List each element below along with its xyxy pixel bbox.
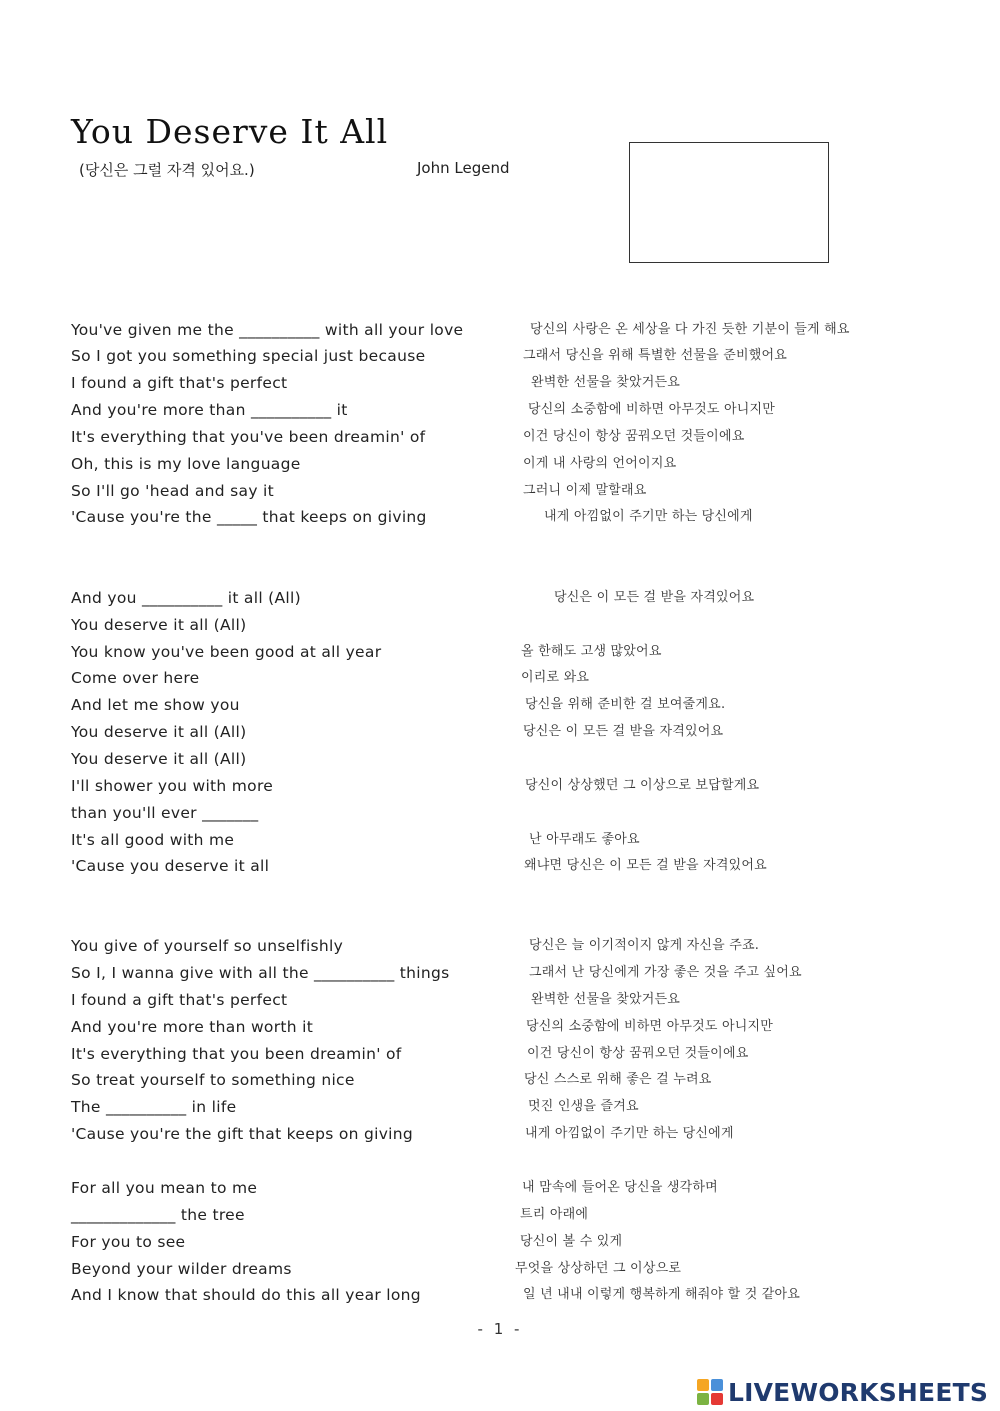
image-placeholder-box (629, 142, 829, 263)
lyric-line: You give of yourself so unselfishly (71, 937, 344, 955)
lyric-translation: 이리로 와요 (521, 670, 590, 685)
lyric-line: For you to see (71, 1233, 186, 1251)
lyric-translation: 내게 아낌없이 주기만 하는 당신에게 (525, 1126, 734, 1141)
lyric-translation: 멋진 인생을 즐겨요 (528, 1099, 639, 1114)
lyric-translation: 난 아무래도 좋아요 (529, 832, 640, 847)
lyric-translation: 당신의 사랑은 온 세상을 다 가진 듯한 기분이 들게 해요 (530, 322, 850, 337)
logo-tiles-icon (697, 1377, 725, 1407)
lyric-translation: 트리 아래에 (520, 1207, 589, 1222)
lyric-line: Come over here (71, 669, 200, 687)
lyric-translation: 내 맘속에 들어온 당신을 생각하며 (522, 1180, 718, 1195)
lyric-translation: 당신이 상상했던 그 이상으로 보답할게요 (525, 778, 760, 793)
lyric-line: You've given me the __________ with all your love (71, 321, 464, 339)
artist-name: John Legend (417, 159, 510, 177)
lyric-translation: 무엇을 상상하던 그 이상으로 (515, 1261, 682, 1276)
lyric-line: It's everything that you've been dreamin' of (71, 428, 426, 446)
lyric-line: And you're more than worth it (71, 1018, 314, 1036)
lyric-translation: 당신의 소중함에 비하면 아무것도 아니지만 (528, 402, 775, 417)
lyric-translation: 완벽한 선물을 찾았거든요 (531, 375, 681, 390)
lyric-line: You deserve it all (All) (71, 750, 247, 768)
lyric-translation: 당신은 늘 이기적이지 않게 자신을 주죠. (529, 938, 760, 953)
korean-subtitle: (당신은 그럴 자격 있어요.) (79, 161, 255, 179)
lyric-line: Oh, this is my love language (71, 455, 301, 473)
lyric-line: And let me show you (71, 696, 240, 714)
lyric-line: I found a gift that's perfect (71, 374, 288, 392)
lyric-translation: 당신이 볼 수 있게 (520, 1234, 623, 1249)
lyric-line: So I'll go 'head and say it (71, 482, 275, 500)
lyric-translation: 그러니 이제 말할래요 (523, 483, 647, 498)
lyric-translation: 완벽한 선물을 찾았거든요 (531, 992, 681, 1007)
lyric-line: It's everything that you been dreamin' of (71, 1045, 402, 1063)
lyric-line: _____________ the tree (71, 1206, 245, 1224)
logo-text: LIVEWORKSHEETS (728, 1377, 989, 1407)
page-number: - 1 - (477, 1320, 523, 1338)
lyric-translation: 당신의 소중함에 비하면 아무것도 아니지만 (526, 1019, 773, 1034)
lyric-line: The __________ in life (71, 1098, 237, 1116)
lyric-line: 'Cause you're the gift that keeps on giving (71, 1125, 414, 1143)
lyric-line: I found a gift that's perfect (71, 991, 288, 1009)
liveworksheets-logo (697, 1374, 988, 1410)
lyric-line: Beyond your wilder dreams (71, 1260, 292, 1278)
lyric-translation: 왜냐면 당신은 이 모든 걸 받을 자격있어요 (524, 858, 767, 873)
lyric-line: And you're more than __________ it (71, 401, 348, 419)
lyric-translation: 당신은 이 모든 걸 받을 자격있어요 (523, 724, 724, 739)
lyric-line: than you'll ever _______ (71, 804, 259, 822)
lyric-translation: 이게 내 사랑의 언어이지요 (523, 456, 677, 471)
lyric-translation: 당신은 이 모든 걸 받을 자격있어요 (554, 590, 755, 605)
lyric-line: 'Cause you deserve it all (71, 857, 270, 875)
lyric-translation: 올 한해도 고생 많았어요 (521, 644, 662, 659)
lyric-line: So I got you something special just because (71, 347, 426, 365)
lyric-line: So I, I wanna give with all the __________ things (71, 964, 450, 982)
lyric-translation: 이건 당신이 항상 꿈꿔오던 것들이에요 (523, 429, 745, 444)
lyric-translation: 당신 스스로 위해 좋은 걸 누려요 (524, 1072, 712, 1087)
lyric-translation: 그래서 난 당신에게 가장 좋은 것을 주고 싶어요 (529, 965, 802, 980)
lyric-line: And I know that should do this all year long (71, 1286, 421, 1304)
lyric-line: You know you've been good at all year (71, 643, 382, 661)
lyric-line: It's all good with me (71, 831, 235, 849)
lyric-line: For all you mean to me (71, 1179, 258, 1197)
lyric-line: I'll shower you with more (71, 777, 274, 795)
lyric-line: You deserve it all (All) (71, 616, 247, 634)
lyric-translation: 그래서 당신을 위해 특별한 선물을 준비했어요 (523, 348, 788, 363)
lyric-translation: 당신을 위해 준비한 걸 보여줄게요. (525, 697, 726, 712)
lyric-line: And you __________ it all (All) (71, 589, 301, 607)
lyric-translation: 일 년 내내 이렇게 행복하게 해줘야 할 것 같아요 (523, 1287, 801, 1302)
lyric-line: 'Cause you're the _____ that keeps on giving (71, 508, 427, 526)
lyric-line: You deserve it all (All) (71, 723, 247, 741)
lyric-line: So treat yourself to something nice (71, 1071, 355, 1089)
lyric-translation: 내게 아낌없이 주기만 하는 당신에게 (544, 509, 753, 524)
page-title: You Deserve It All (71, 112, 389, 151)
lyric-translation: 이건 당신이 항상 꿈꿔오던 것들이에요 (527, 1046, 749, 1061)
